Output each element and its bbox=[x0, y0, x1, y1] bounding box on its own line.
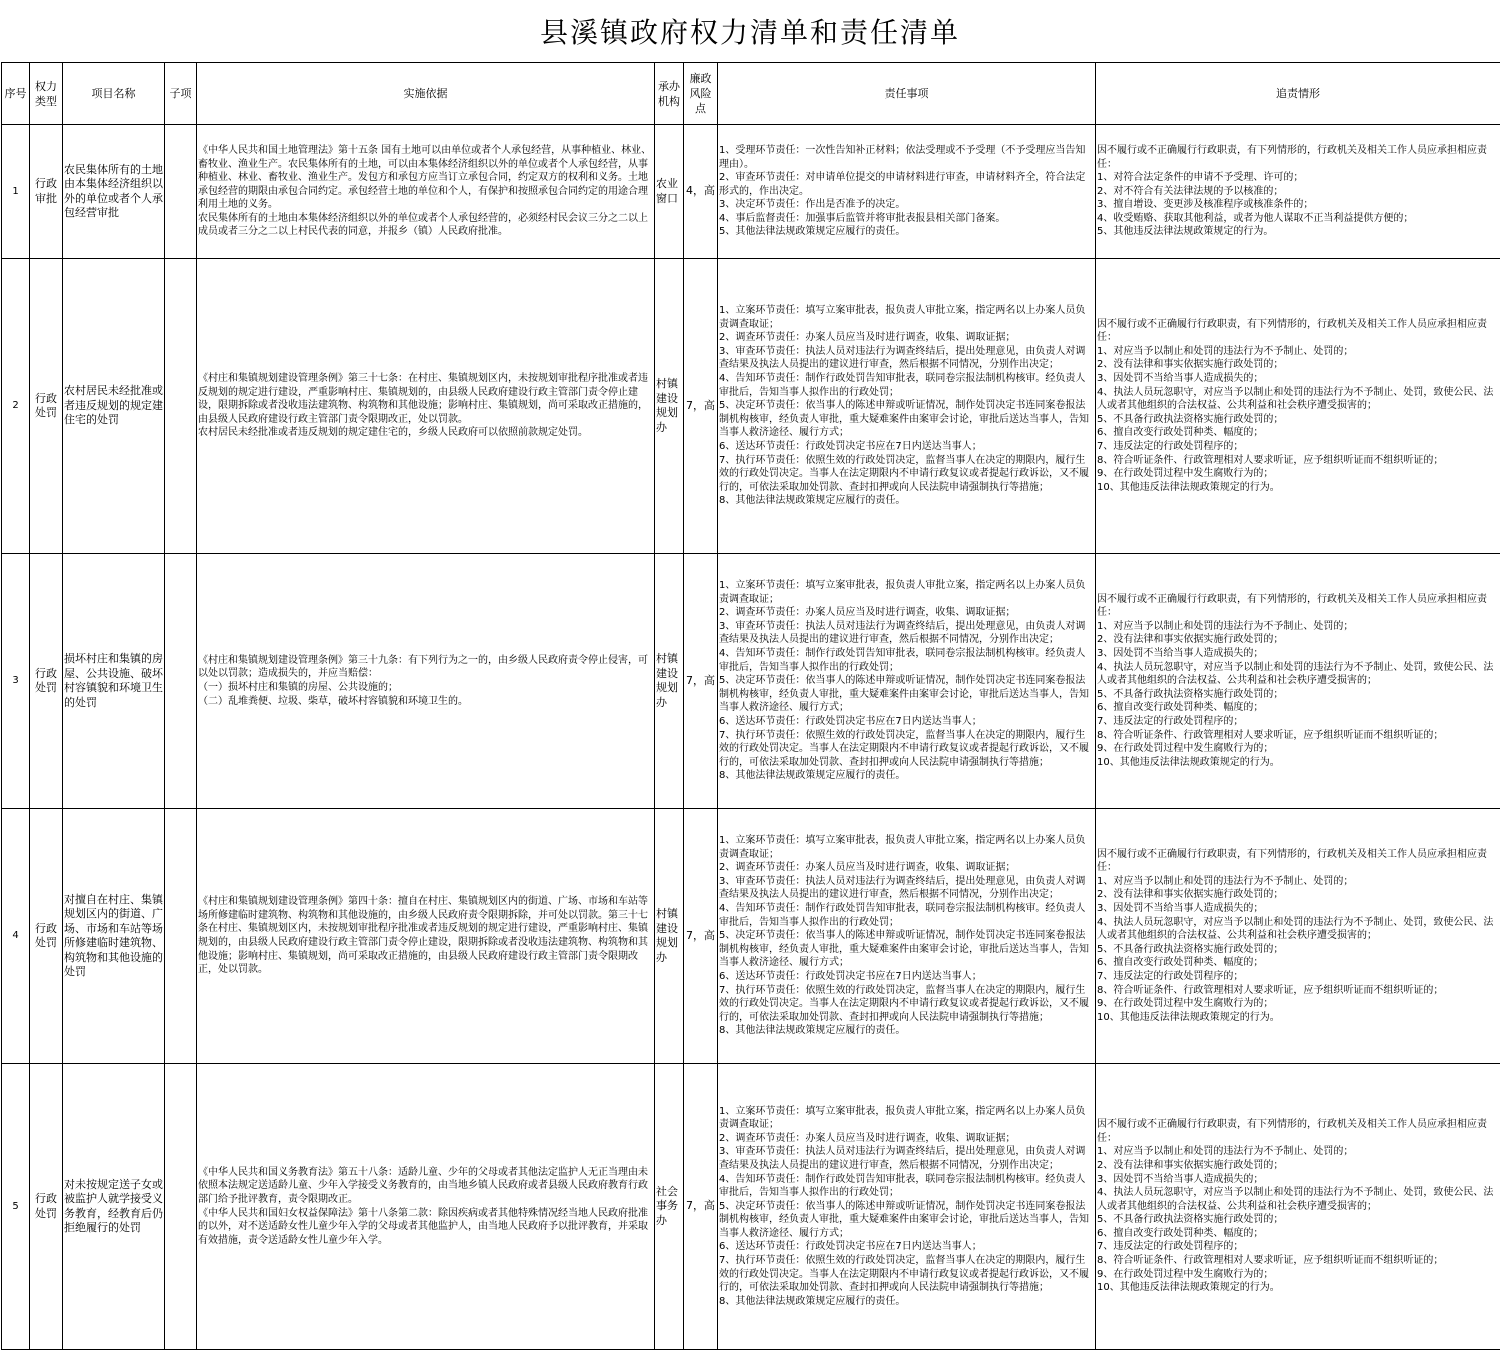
table-row bbox=[2, 125, 1500, 259]
cell-risk: 7，高 bbox=[684, 259, 718, 554]
header-risk: 廉政风险点 bbox=[684, 63, 718, 125]
cell-seq: 4 bbox=[2, 809, 30, 1064]
cell-name: 农村居民未经批准或者违反规划的规定建住宅的处罚 bbox=[63, 259, 165, 554]
cell-name: 对未按规定送子女或被监护人就学接受义务教育，经教育后仍拒绝履行的处罚 bbox=[63, 1064, 165, 1350]
cell-org: 村镇建设规划办 bbox=[655, 809, 684, 1064]
cell-sub bbox=[165, 554, 197, 809]
cell-sub bbox=[165, 809, 197, 1064]
cell-seq: 3 bbox=[2, 554, 30, 809]
cell-seq: 2 bbox=[2, 259, 30, 554]
table-row bbox=[2, 809, 1500, 1064]
cell-accountability: 因不履行或不正确履行行政职责，有下列情形的，行政机关及相关工作人员应承担相应责任： 1、对应当予以制止和处罚的违法行为不予制止、处罚的； 2、没有法律和事实依据实施行政处罚的； 3、因处罚不当给当事人造成损失的； 4、执法人员玩忽职守，对应当予以制止和处罚的违法行为不予制止、处罚，致使公民、法人或者其他组织的合法权益、公共利益和社会秩序遭受损害的； 5、不具备行政执法资格实施行政处罚的； 6、擅自改变行政处罚种类、幅度的； 7、违反法定的行政处罚程序的； 8、符合听证条件、行政管理相对人要求听证，应予组织听证而不组织听证的； 9、在行政处罚过程中发生腐败行为的； 10、其他违反法律法规政策规定的行为。 bbox=[1096, 259, 1500, 554]
cell-type: 行政处罚 bbox=[30, 259, 63, 554]
page-title: 县溪镇政府权力清单和责任清单 bbox=[539, 16, 960, 49]
table-row bbox=[2, 259, 1500, 554]
header-name: 项目名称 bbox=[63, 63, 165, 125]
cell-risk: 7，高 bbox=[684, 809, 718, 1064]
table-row bbox=[2, 554, 1500, 809]
cell-basis: 《村庄和集镇规划建设管理条例》第三十七条：在村庄、集镇规划区内，未按规划审批程序批准或者违反规划的规定进行建设，严重影响村庄、集镇规划的，由县级人民政府建设行政主管部门责令停止建设，限期拆除或者没收违法建筑物、构筑物和其他设施；影响村庄、集镇规划，尚可采取改正措施的，由县级人民政府建设行政主管部门责令限期改正，处以罚款。 农村居民未经批准或者违反规划的规定建住宅的，乡级人民政府可以依照前款规定处罚。 bbox=[197, 259, 655, 554]
cell-name: 损坏村庄和集镇的房屋、公共设施、破坏村容镇貌和环境卫生的处罚 bbox=[63, 554, 165, 809]
header-accountability: 追责情形 bbox=[1096, 63, 1500, 125]
cell-org: 村镇建设规划办 bbox=[655, 554, 684, 809]
cell-basis: 《村庄和集镇规划建设管理条例》第三十九条：有下列行为之一的，由乡级人民政府责令停止侵害，可以处以罚款；造成损失的，并应当赔偿： （一）损坏村庄和集镇的房屋、公共设施的； （二）乱堆粪便、垃圾、柴草，破坏村容镇貌和环境卫生的。 bbox=[197, 554, 655, 809]
cell-accountability: 因不履行或不正确履行行政职责，有下列情形的，行政机关及相关工作人员应承担相应责任： 1、对应当予以制止和处罚的违法行为不予制止、处罚的； 2、没有法律和事实依据实施行政处罚的； 3、因处罚不当给当事人造成损失的； 4、执法人员玩忽职守，对应当予以制止和处罚的违法行为不予制止、处罚，致使公民、法人或者其他组织的合法权益、公共利益和社会秩序遭受损害的； 5、不具备行政执法资格实施行政处罚的； 6、擅自改变行政处罚种类、幅度的； 7、违反法定的行政处罚程序的； 8、符合听证条件、行政管理相对人要求听证，应予组织听证而不组织听证的； 9、在行政处罚过程中发生腐败行为的； 10、其他违反法律法规政策规定的行为。 bbox=[1096, 554, 1500, 809]
cell-type: 行政处罚 bbox=[30, 809, 63, 1064]
cell-accountability: 因不履行或不正确履行行政职责，有下列情形的，行政机关及相关工作人员应承担相应责任： 1、对应当予以制止和处罚的违法行为不予制止、处罚的； 2、没有法律和事实依据实施行政处罚的； 3、因处罚不当给当事人造成损失的； 4、执法人员玩忽职守，对应当予以制止和处罚的违法行为不予制止、处罚，致使公民、法人或者其他组织的合法权益、公共利益和社会秩序遭受损害的； 5、不具备行政执法资格实施行政处罚的； 6、擅自改变行政处罚种类、幅度的； 7、违反法定的行政处罚程序的； 8、符合听证条件、行政管理相对人要求听证，应予组织听证而不组织听证的； 9、在行政处罚过程中发生腐败行为的； 10、其他违反法律法规政策规定的行为。 bbox=[1096, 1064, 1500, 1350]
cell-sub bbox=[165, 1064, 197, 1350]
cell-type: 行政审批 bbox=[30, 125, 63, 259]
header-duty: 责任事项 bbox=[718, 63, 1096, 125]
cell-org: 村镇建设规划办 bbox=[655, 259, 684, 554]
cell-risk: 7，高 bbox=[684, 1064, 718, 1350]
header-type: 权力类型 bbox=[30, 63, 63, 125]
cell-sub bbox=[165, 259, 197, 554]
header-org: 承办机构 bbox=[655, 63, 684, 125]
cell-duty: 1、立案环节责任：填写立案审批表，报负责人审批立案，指定两名以上办案人员负责调查取证； 2、调查环节责任：办案人员应当及时进行调查，收集、调取证据； 3、审查环节责任：执法人员对违法行为调查终结后，提出处理意见，由负责人对调查结果及执法人员提出的建议进行审查，然后根据不同情况，分别作出决定； 4、告知环节责任：制作行政处罚告知审批表，联同卷宗报法制机构核审。经负责人审批后，告知当事人拟作出的行政处罚； 5、决定环节责任：依当事人的陈述申辩或听证情况，制作处罚决定书连同案卷报法制机构核审，经负责人审批，重大疑难案件由案审会讨论，审批后送达当事人，告知当事人救济途径、履行方式； 6、送达环节责任：行政处罚决定书应在7日内送达当事人； 7、执行环节责任：依照生效的行政处罚决定，监督当事人在决定的期限内，履行生效的行政处罚决定。当事人在法定期限内不申请行政复议或者提起行政诉讼，又不履行的，可依法采取加处罚款、查封扣押或向人民法院申请强制执行等措施； 8、其他法律法规政策规定应履行的责任。 bbox=[718, 809, 1096, 1064]
cell-org: 社会事务办 bbox=[655, 1064, 684, 1350]
cell-type: 行政处罚 bbox=[30, 554, 63, 809]
cell-duty: 1、立案环节责任：填写立案审批表，报负责人审批立案，指定两名以上办案人员负责调查取证； 2、调查环节责任：办案人员应当及时进行调查，收集、调取证据； 3、审查环节责任：执法人员对违法行为调查终结后，提出处理意见，由负责人对调查结果及执法人员提出的建议进行审查，然后根据不同情况，分别作出决定； 4、告知环节责任：制作行政处罚告知审批表，联同卷宗报法制机构核审。经负责人审批后，告知当事人拟作出的行政处罚； 5、决定环节责任：依当事人的陈述申辩或听证情况，制作处罚决定书连同案卷报法制机构核审，经负责人审批，重大疑难案件由案审会讨论，审批后送达当事人，告知当事人救济途径、履行方式； 6、送达环节责任：行政处罚决定书应在7日内送达当事人； 7、执行环节责任：依照生效的行政处罚决定，监督当事人在决定的期限内，履行生效的行政处罚决定。当事人在法定期限内不申请行政复议或者提起行政诉讼，又不履行的，可依法采取加处罚款、查封扣押或向人民法院申请强制执行等措施； 8、其他法律法规政策规定应履行的责任。 bbox=[718, 1064, 1096, 1350]
cell-basis: 《村庄和集镇规划建设管理条例》第四十条：擅自在村庄、集镇规划区内的街道、广场、市场和车站等场所修建临时建筑物、构筑物和其他设施的，由乡级人民政府责令限期拆除，并可处以罚款。第三十七条在村庄、集镇规划区内，未按规划审批程序批准或者违反规划的规定进行建设，严重影响村庄、集镇规划的，由县级人民政府建设行政主管部门责令停止建设，限期拆除或者没收违法建筑物、构筑物和其他设施；影响村庄、集镇规划，尚可采取改正措施的，由县级人民政府建设行政主管部门责令限期改正，处以罚款。 bbox=[197, 809, 655, 1064]
header-sub: 子项 bbox=[165, 63, 197, 125]
cell-accountability: 因不履行或不正确履行行政职责，有下列情形的，行政机关及相关工作人员应承担相应责任： 1、对符合法定条件的申请不予受理、许可的； 2、对不符合有关法律法规的予以核准的； 3、擅自增设、变更涉及核准程序或核准条件的； 4、收受贿赂、获取其他利益，或者为他人谋取不正当利益提供方便的； 5、其他违反法律法规政策规定的行为。 bbox=[1096, 125, 1500, 259]
cell-risk: 7，高 bbox=[684, 554, 718, 809]
cell-duty: 1、立案环节责任：填写立案审批表，报负责人审批立案，指定两名以上办案人员负责调查取证； 2、调查环节责任：办案人员应当及时进行调查，收集、调取证据； 3、审查环节责任：执法人员对违法行为调查终结后，提出处理意见，由负责人对调查结果及执法人员提出的建议进行审查，然后根据不同情况，分别作出决定； 4、告知环节责任：制作行政处罚告知审批表，联同卷宗报法制机构核审。经负责人审批后，告知当事人拟作出的行政处罚； 5、决定环节责任：依当事人的陈述申辩或听证情况，制作处罚决定书连同案卷报法制机构核审，经负责人审批，重大疑难案件由案审会讨论，审批后送达当事人，告知当事人救济途径、履行方式； 6、送达环节责任：行政处罚决定书应在7日内送达当事人； 7、执行环节责任：依照生效的行政处罚决定，监督当事人在决定的期限内，履行生效的行政处罚决定。当事人在法定期限内不申请行政复议或者提起行政诉讼，又不履行的，可依法采取加处罚款、查封扣押或向人民法院申请强制执行等措施； 8、其他法律法规政策规定应履行的责任。 bbox=[718, 259, 1096, 554]
cell-basis: 《中华人民共和国土地管理法》第十五条 国有土地可以由单位或者个人承包经营，从事种植业、林业、畜牧业、渔业生产。农民集体所有的土地，可以由本集体经济组织以外的单位或者个人承包经营，从事种植业、林业、畜牧业、渔业生产。发包方和承包方应当订立承包合同，约定双方的权利和义务。土地承包经营的期限由承包合同约定。承包经营土地的单位和个人，有保护和按照承包合同约定的用途合理利用土地的义务。 农民集体所有的土地由本集体经济组织以外的单位或者个人承包经营的，必须经村民会议三分之二以上成员或者三分之二以上村民代表的同意，并报乡（镇）人民政府批准。 bbox=[197, 125, 655, 259]
header-basis: 实施依据 bbox=[197, 63, 655, 125]
cell-sub bbox=[165, 125, 197, 259]
cell-name: 农民集体所有的土地由本集体经济组织以外的单位或者个人承包经营审批 bbox=[63, 125, 165, 259]
cell-seq: 5 bbox=[2, 1064, 30, 1350]
header-row bbox=[2, 63, 1500, 125]
cell-org: 农业窗口 bbox=[655, 125, 684, 259]
cell-basis: 《中华人民共和国义务教育法》第五十八条：适龄儿童、少年的父母或者其他法定监护人无正当理由未依照本法规定送适龄儿童、少年入学接受义务教育的，由当地乡镇人民政府或者县级人民政府教育行政部门给予批评教育，责令限期改正。 《中华人民共和国妇女权益保障法》第十八条第二款：除因疾病或者其他特殊情况经当地人民政府批准的以外，对不送适龄女性儿童少年入学的父母或者其他监护人，由当地人民政府予以批评教育，并采取有效措施，责令送适龄女性儿童少年入学。 bbox=[197, 1064, 655, 1350]
cell-seq: 1 bbox=[2, 125, 30, 259]
power-list-table bbox=[1, 62, 1500, 1350]
table-row bbox=[2, 1064, 1500, 1350]
cell-type: 行政处罚 bbox=[30, 1064, 63, 1350]
cell-accountability: 因不履行或不正确履行行政职责，有下列情形的，行政机关及相关工作人员应承担相应责任： 1、对应当予以制止和处罚的违法行为不予制止、处罚的； 2、没有法律和事实依据实施行政处罚的； 3、因处罚不当给当事人造成损失的； 4、执法人员玩忽职守，对应当予以制止和处罚的违法行为不予制止、处罚，致使公民、法人或者其他组织的合法权益、公共利益和社会秩序遭受损害的； 5、不具备行政执法资格实施行政处罚的； 6、擅自改变行政处罚种类、幅度的； 7、违反法定的行政处罚程序的； 8、符合听证条件、行政管理相对人要求听证，应予组织听证而不组织听证的； 9、在行政处罚过程中发生腐败行为的； 10、其他违反法律法规政策规定的行为。 bbox=[1096, 809, 1500, 1064]
cell-name: 对擅自在村庄、集镇规划区内的街道、广场、市场和车站等场所修建临时建筑物、构筑物和其他设施的处罚 bbox=[63, 809, 165, 1064]
header-seq: 序号 bbox=[2, 63, 30, 125]
cell-duty: 1、受理环节责任：一次性告知补正材料；依法受理或不予受理（不予受理应当告知理由）。 2、审查环节责任：对申请单位提交的申请材料进行审查，申请材料齐全，符合法定形式的，作出决定。 3、决定环节责任：作出是否准予的决定。 4、事后监督责任：加强事后监管并将审批表报县相关部门备案。 5、其他法律法规政策规定应履行的责任。 bbox=[718, 125, 1096, 259]
cell-risk: 4，高 bbox=[684, 125, 718, 259]
cell-duty: 1、立案环节责任：填写立案审批表，报负责人审批立案，指定两名以上办案人员负责调查取证； 2、调查环节责任：办案人员应当及时进行调查，收集、调取证据； 3、审查环节责任：执法人员对违法行为调查终结后，提出处理意见，由负责人对调查结果及执法人员提出的建议进行审查，然后根据不同情况，分别作出决定； 4、告知环节责任：制作行政处罚告知审批表，联同卷宗报法制机构核审。经负责人审批后，告知当事人拟作出的行政处罚； 5、决定环节责任：依当事人的陈述申辩或听证情况，制作处罚决定书连同案卷报法制机构核审，经负责人审批，重大疑难案件由案审会讨论，审批后送达当事人，告知当事人救济途径、履行方式； 6、送达环节责任：行政处罚决定书应在7日内送达当事人； 7、执行环节责任：依照生效的行政处罚决定，监督当事人在决定的期限内，履行生效的行政处罚决定。当事人在法定期限内不申请行政复议或者提起行政诉讼，又不履行的，可依法采取加处罚款、查封扣押或向人民法院申请强制执行等措施； 8、其他法律法规政策规定应履行的责任。 bbox=[718, 554, 1096, 809]
